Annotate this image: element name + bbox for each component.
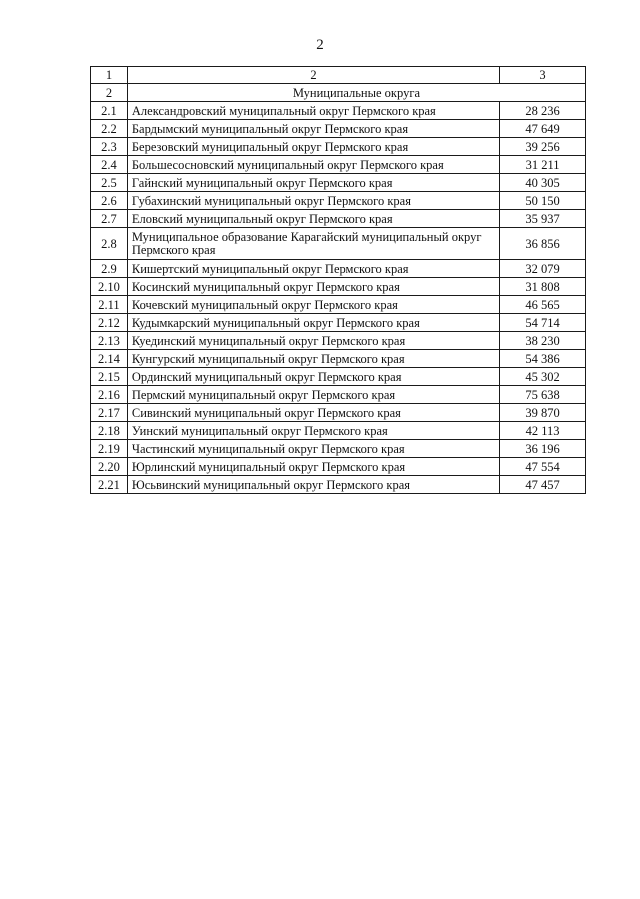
- section-number: 2: [91, 84, 128, 102]
- page-number: 2: [316, 37, 324, 53]
- district-value: 39 256: [500, 138, 586, 156]
- table-row: [91, 102, 586, 120]
- row-number: 2.19: [91, 440, 128, 458]
- table-row: [91, 332, 586, 350]
- district-value: 46 565: [500, 296, 586, 314]
- district-value: 47 457: [500, 476, 586, 494]
- district-value: 40 305: [500, 174, 586, 192]
- district-name: Кишертский муниципальный округ Пермского края: [127, 260, 499, 278]
- district-name: Пермский муниципальный округ Пермского края: [127, 386, 499, 404]
- table-row: [91, 440, 586, 458]
- district-name: Юсьвинский муниципальный округ Пермского края: [127, 476, 499, 494]
- table-row: [91, 156, 586, 174]
- district-value: 47 554: [500, 458, 586, 476]
- header-col-2: 2: [127, 67, 499, 84]
- section-row: [91, 84, 586, 102]
- row-number: 2.18: [91, 422, 128, 440]
- district-value: 36 856: [500, 228, 586, 260]
- district-name: Кунгурский муниципальный округ Пермского края: [127, 350, 499, 368]
- district-value: 47 649: [500, 120, 586, 138]
- header-col-1: 1: [91, 67, 128, 84]
- districts-table: [90, 66, 586, 494]
- row-number: 2.5: [91, 174, 128, 192]
- district-value: 31 808: [500, 278, 586, 296]
- district-name: Ординский муниципальный округ Пермского края: [127, 368, 499, 386]
- table-row: [91, 192, 586, 210]
- header-col-3: 3: [500, 67, 586, 84]
- row-number: 2.11: [91, 296, 128, 314]
- district-value: 31 211: [500, 156, 586, 174]
- row-number: 2.8: [91, 228, 128, 260]
- district-name: Большесосновский муниципальный округ Пермского края: [127, 156, 499, 174]
- table-row: [91, 210, 586, 228]
- table-row: [91, 314, 586, 332]
- row-number: 2.16: [91, 386, 128, 404]
- table-row: [91, 422, 586, 440]
- district-value: 38 230: [500, 332, 586, 350]
- row-number: 2.3: [91, 138, 128, 156]
- row-number: 2.13: [91, 332, 128, 350]
- district-value: 75 638: [500, 386, 586, 404]
- table-row: [91, 350, 586, 368]
- district-name: Кочевский муниципальный округ Пермского края: [127, 296, 499, 314]
- table-row: [91, 296, 586, 314]
- table-row: [91, 458, 586, 476]
- row-number: 2.4: [91, 156, 128, 174]
- district-name: Уинский муниципальный округ Пермского края: [127, 422, 499, 440]
- row-number: 2.10: [91, 278, 128, 296]
- section-title: Муниципальные округа: [127, 84, 585, 102]
- table-row: [91, 174, 586, 192]
- table-row: [91, 138, 586, 156]
- district-name: Куединский муниципальный округ Пермского края: [127, 332, 499, 350]
- table-row: [91, 404, 586, 422]
- district-name: Березовский муниципальный округ Пермского края: [127, 138, 499, 156]
- row-number: 2.9: [91, 260, 128, 278]
- district-name: Кудымкарский муниципальный округ Пермского края: [127, 314, 499, 332]
- district-value: 35 937: [500, 210, 586, 228]
- header-row: [91, 67, 586, 84]
- district-name: Муниципальное образование Карагайский муниципальный округ Пермского края: [127, 228, 499, 260]
- table-row: [91, 120, 586, 138]
- district-value: 54 714: [500, 314, 586, 332]
- row-number: 2.6: [91, 192, 128, 210]
- district-name: Александровский муниципальный округ Пермского края: [127, 102, 499, 120]
- district-value: 50 150: [500, 192, 586, 210]
- district-name: Косинский муниципальный округ Пермского края: [127, 278, 499, 296]
- row-number: 2.17: [91, 404, 128, 422]
- row-number: 2.7: [91, 210, 128, 228]
- table-row: [91, 260, 586, 278]
- district-name: Еловский муниципальный округ Пермского края: [127, 210, 499, 228]
- row-number: 2.15: [91, 368, 128, 386]
- row-number: 2.1: [91, 102, 128, 120]
- district-name: Губахинский муниципальный округ Пермского края: [127, 192, 499, 210]
- row-number: 2.21: [91, 476, 128, 494]
- table-row: [91, 386, 586, 404]
- row-number: 2.2: [91, 120, 128, 138]
- district-name: Сивинский муниципальный округ Пермского края: [127, 404, 499, 422]
- district-name: Бардымский муниципальный округ Пермского края: [127, 120, 499, 138]
- district-value: 54 386: [500, 350, 586, 368]
- district-value: 32 079: [500, 260, 586, 278]
- district-name: Гайнский муниципальный округ Пермского края: [127, 174, 499, 192]
- table-row: [91, 228, 586, 260]
- district-value: 36 196: [500, 440, 586, 458]
- district-name: Частинский муниципальный округ Пермского края: [127, 440, 499, 458]
- row-number: 2.12: [91, 314, 128, 332]
- table-row: [91, 368, 586, 386]
- district-value: 28 236: [500, 102, 586, 120]
- district-value: 45 302: [500, 368, 586, 386]
- row-number: 2.14: [91, 350, 128, 368]
- district-value: 39 870: [500, 404, 586, 422]
- table-row: [91, 278, 586, 296]
- table-body: [91, 67, 586, 494]
- district-name: Юрлинский муниципальный округ Пермского края: [127, 458, 499, 476]
- table-row: [91, 476, 586, 494]
- row-number: 2.20: [91, 458, 128, 476]
- district-value: 42 113: [500, 422, 586, 440]
